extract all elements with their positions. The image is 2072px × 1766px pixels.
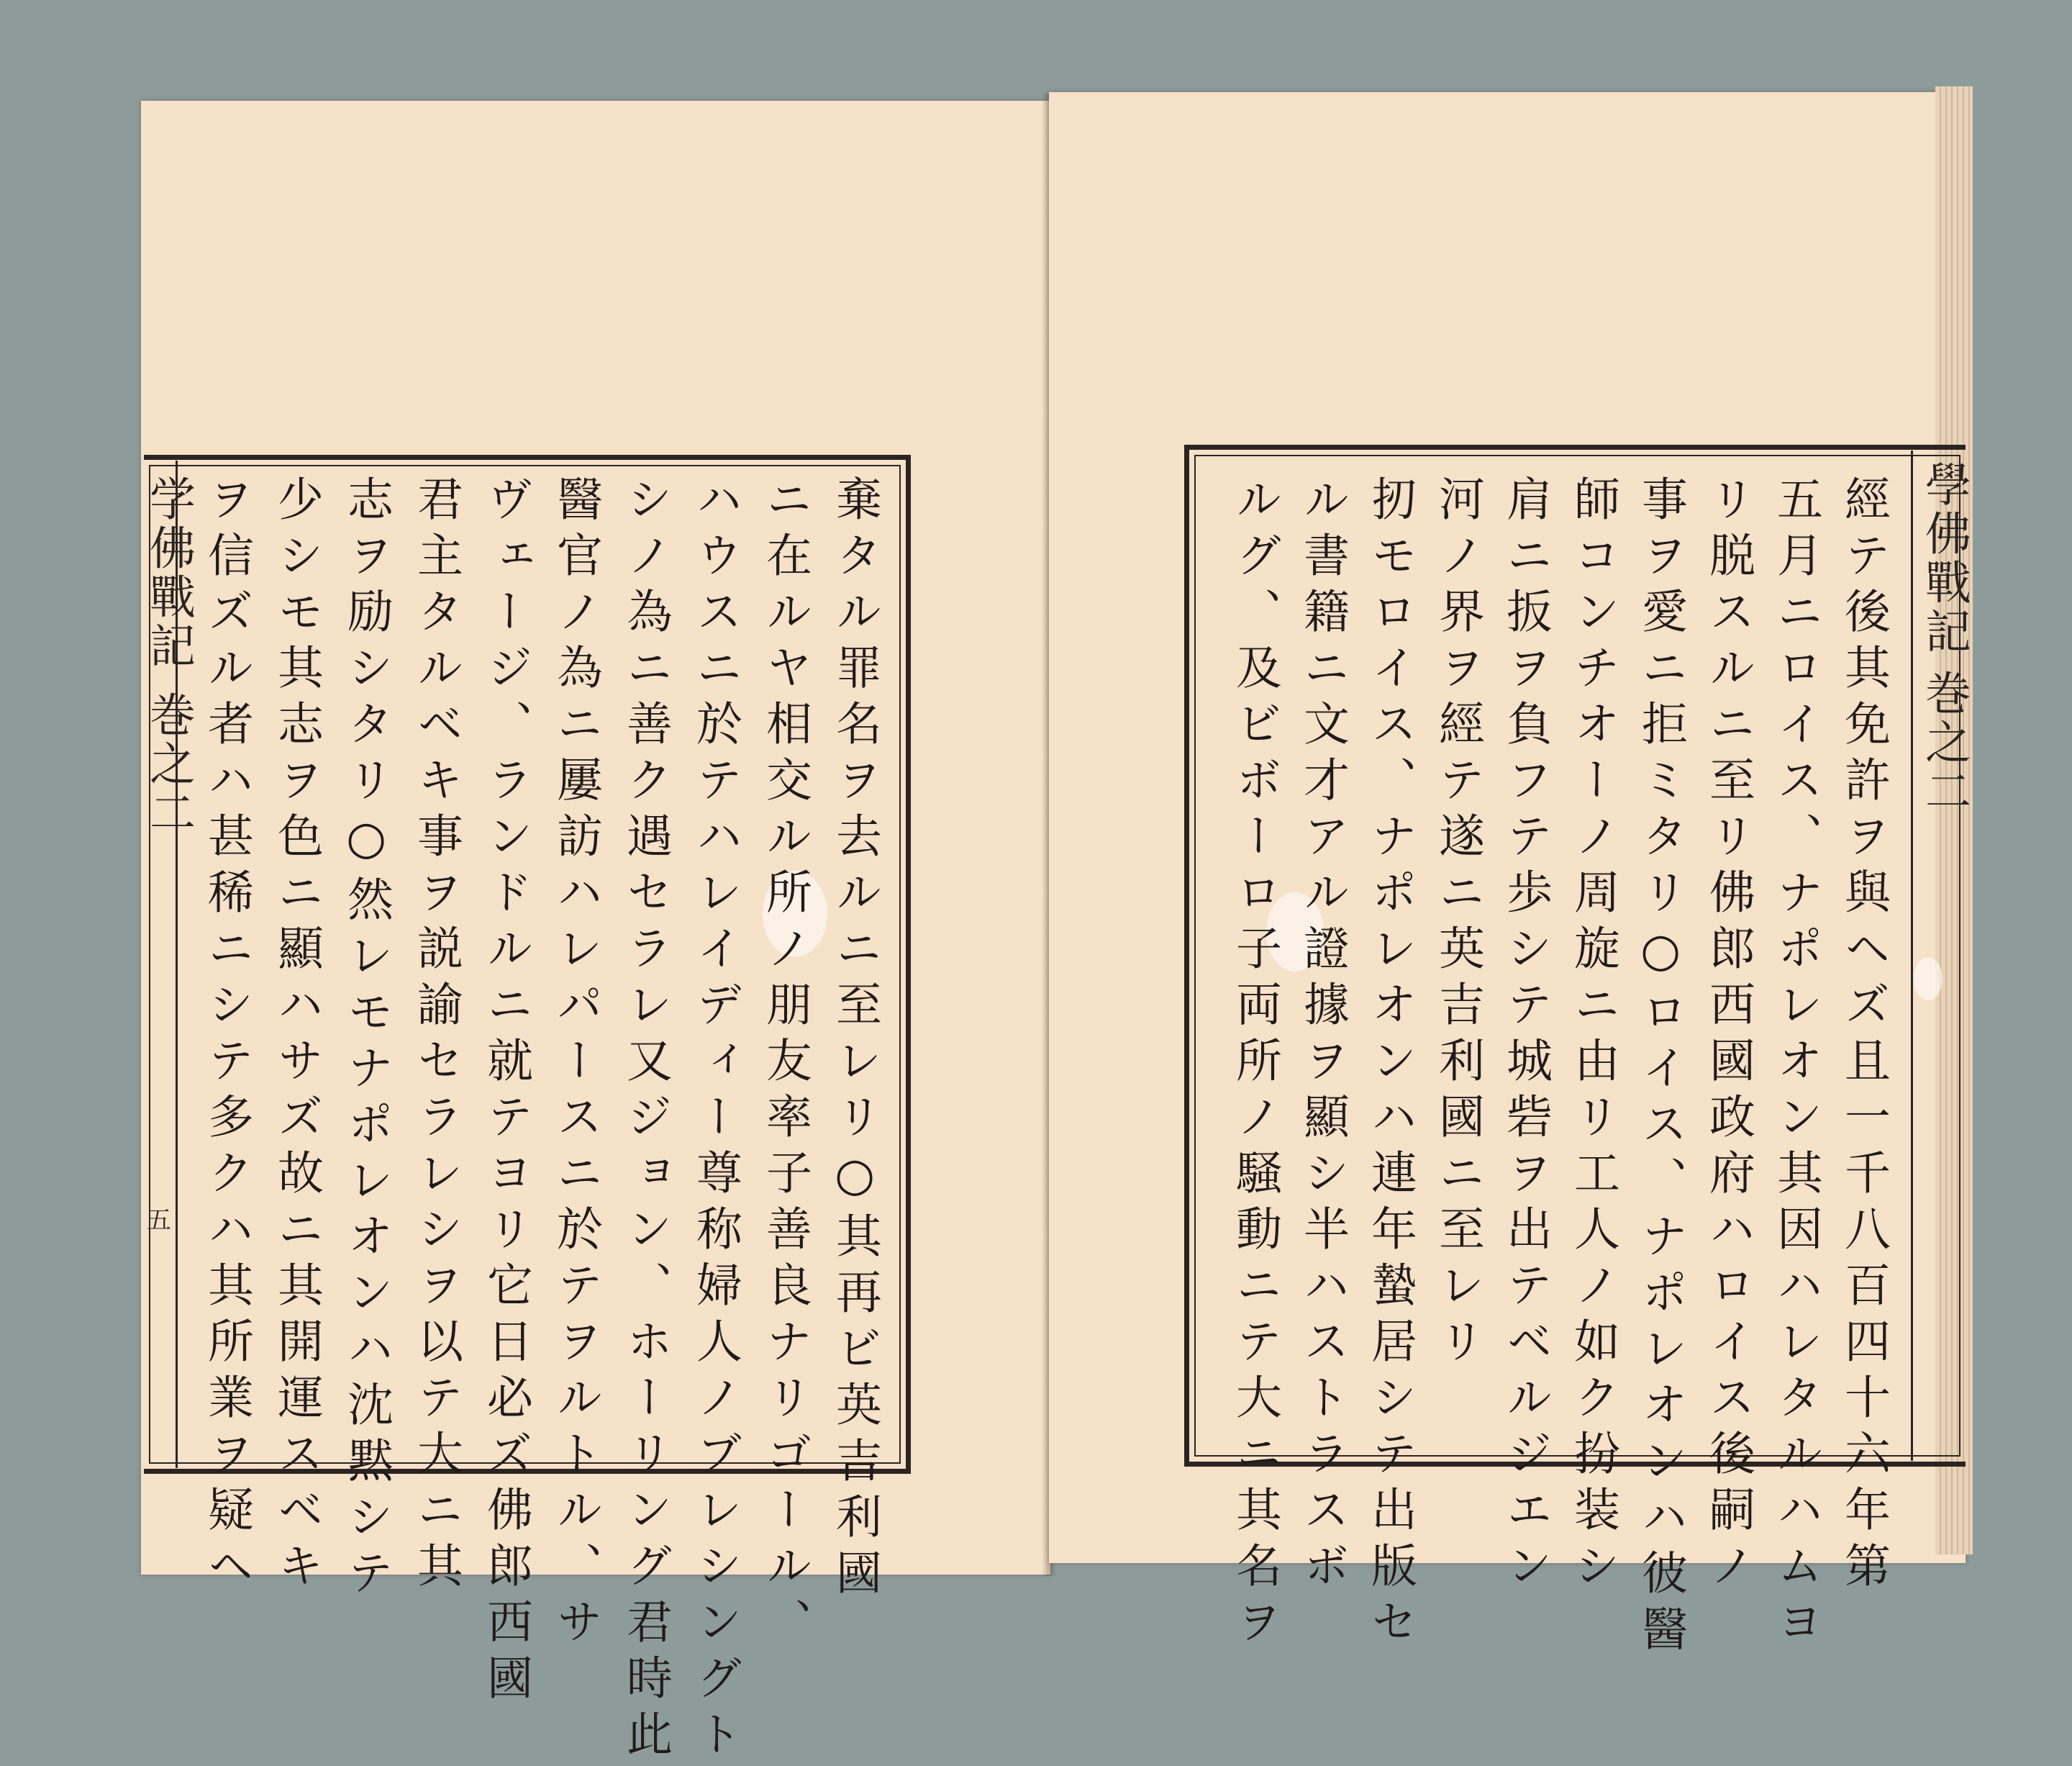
- text-column: 棄タル罪名ヲ去ルニ至レリ○其再ビ英吉利國: [828, 475, 881, 1605]
- text-column: 志ヲ励シタリ○然レモナポレオンハ沈黙シテ: [340, 475, 393, 1605]
- text-column: 扨モロイス、ナポレオンハ連年蟄居シテ出版セ: [1363, 475, 1417, 1654]
- text-column: 經テ後其免許ヲ與ヘズ且一千八百四十六年第: [1837, 475, 1890, 1598]
- right-margin-title: 學佛戰記: [1917, 461, 1971, 656]
- text-column: シノ為ニ善ク遇セラレ又ジョン、ホーリング君時此: [619, 475, 672, 1766]
- text-column: 河ノ界ヲ經テ遂ニ英吉利國ニ至レリ: [1431, 475, 1484, 1373]
- text-column: ニ在ルヤ相交ル所ノ朋友率子善良ナリゴール、: [758, 475, 812, 1654]
- left-margin-title: 学佛戰記: [142, 475, 195, 671]
- text-column: 師コンチオーノ周旋ニ由リ工人ノ如ク扮装シ: [1566, 475, 1619, 1598]
- text-column: 五月ニロイス、ナポレオン其因ハレタルハムヨ: [1769, 475, 1822, 1654]
- right-margin-rule: [1911, 450, 1913, 1461]
- text-column: 君主タルベキ事ヲ説諭セラレシヲ以テ大ニ其: [409, 475, 463, 1598]
- text-column: リ脱スルニ至リ佛郎西國政府ハロイス後嗣ノ: [1701, 475, 1755, 1598]
- text-column: 肩ニ扳ヲ負フテ歩シテ城砦ヲ出テベルジエン: [1499, 475, 1552, 1598]
- text-column: ルグ、及ビボーロ子両所ノ騒動ニテ大ニ其名ヲ: [1228, 475, 1281, 1654]
- right-margin-volume: 巻之二: [1917, 669, 1971, 816]
- text-column: 事ヲ愛ニ拒ミタリ○ロイス、ナポレオンハ彼醫: [1634, 475, 1687, 1661]
- text-column: ヴェージ、ランドルニ就テヨリ它日必ズ佛郎西國: [479, 475, 532, 1710]
- text-column: 少シモ其志ヲ色ニ顯ハサズ故ニ其開運スベキ: [270, 475, 323, 1598]
- text-column: ハウスニ於テハレイディー尊称婦人ノブレシングト: [689, 475, 742, 1766]
- left-folio: 五: [147, 1206, 171, 1235]
- left-margin-volume: 巻之二: [142, 691, 195, 838]
- text-column: ヲ信ズル者ハ甚稀ニシテ多クハ其所業ヲ疑ヘ: [200, 475, 253, 1598]
- text-column: ル書籍ニ文才アル證據ヲ顯シ半ハストラスボ: [1296, 475, 1349, 1598]
- text-column: 醫官ノ為ニ屢訪ハレパースニ於テヲルトル、サ: [549, 475, 602, 1654]
